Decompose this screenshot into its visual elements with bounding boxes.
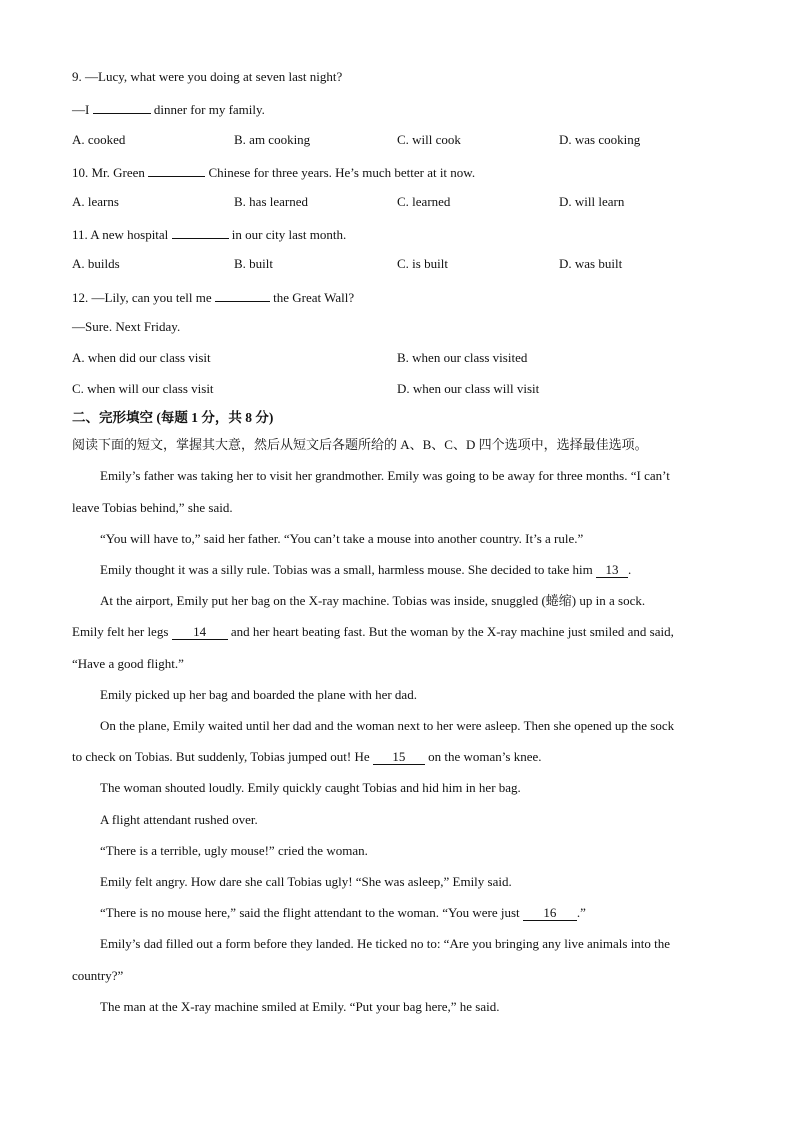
passage-p7: The woman shouted loudly. Emily quickly caught Tobias and hid him in her bag. [100,780,521,795]
q11-stem-pre: 11. A new hospital [72,227,169,242]
passage-p12-line2: country?” [72,968,124,983]
passage-p3 [100,562,631,578]
passage-p10: Emily felt angry. How dare she call Tobias ugly! “She was asleep,” Emily said. [100,874,512,889]
q9-option-a[interactable]: A. cooked [72,132,126,147]
passage-p9: “There is a terrible, ugly mouse!” cried the woman. [100,843,368,858]
passage-p2: “You will have to,” said her father. “You can’t take a mouse into another country. It’s a rule.” [100,531,584,546]
passage-p11-pre: “There is no mouse here,” said the flight attendant to the woman. “You were just [100,905,520,920]
q9-answer-post: dinner for my family. [153,102,265,117]
q11-stem [72,225,346,243]
passage-p4-line3: “Have a good flight.” [72,656,184,671]
blank-14[interactable]: 14 [172,625,228,640]
passage-p1-line2: leave Tobias behind,” she said. [72,500,233,515]
passage-p6-line1: On the plane, Emily waited until her dad and the woman next to her were asleep. Then she opened up the sock [100,718,675,733]
passage-p11-post: .” [576,905,586,920]
q12-stem-pre: 12. —Lily, can you tell me [72,290,212,305]
q9-answer-blank[interactable] [93,100,151,114]
q9-option-d[interactable]: D. was cooking [559,132,641,147]
passage-p6-line2-pre: to check on Tobias. But suddenly, Tobias jumped out! He [72,749,370,764]
blank-13[interactable]: 13 [596,563,628,578]
q10-option-b[interactable]: B. has learned [234,194,309,209]
q9-answer-pre: —I [72,102,90,117]
q12-stem [72,288,354,306]
passage-p3-pre: Emily thought it was a silly rule. Tobias was a small, harmless mouse. She decided to take him [100,562,593,577]
q12-option-b[interactable]: B. when our class visited [397,350,528,365]
q10-stem-pre: 10. Mr. Green [72,165,145,180]
passage-p5: Emily picked up her bag and boarded the plane with her dad. [100,687,417,702]
q12-option-c[interactable]: C. when will our class visit [72,381,214,396]
passage-p3-post: . [628,562,632,577]
passage-p6-line2 [72,749,542,765]
q11-option-a[interactable]: A. builds [72,256,120,271]
q12-option-d[interactable]: D. when our class will visit [397,381,540,396]
q9-stem: 9. —Lucy, what were you doing at seven last night? [72,69,343,84]
passage-p1-line1: Emily’s father was taking her to visit her grandmother. Emily was going to be away for three months. “I can’t [100,468,670,483]
section2-instruction: 阅读下面的短文，掌握其大意，然后从短文后各题所给的 A、B、C、D 四个选项中，选择最佳选项。 [72,437,648,452]
q11-answer-blank[interactable] [172,225,229,239]
q10-stem [72,163,475,181]
q10-stem-post: Chinese for three years. He’s much better at it now. [208,165,476,180]
q12-answer-blank[interactable] [215,288,270,302]
passage-p12-line1: Emily’s dad filled out a form before they landed. He ticked no to: “Are you bringing any live animals into the [100,936,671,951]
q11-option-b[interactable]: B. built [234,256,274,271]
passage-p4-line2 [72,624,674,640]
q11-option-d[interactable]: D. was built [559,256,623,271]
passage-p6-line2-post: on the woman’s knee. [428,749,542,764]
blank-16[interactable]: 16 [523,906,577,921]
passage-p4-line2-pre: Emily felt her legs [72,624,169,639]
q9-option-c[interactable]: C. will cook [397,132,461,147]
q11-option-c[interactable]: C. is built [397,256,448,271]
q11-stem-post: in our city last month. [231,227,347,242]
passage-p4-line1: At the airport, Emily put her bag on the X-ray machine. Tobias was inside, snuggled (蜷缩) up in a sock. [100,593,646,608]
q10-answer-blank[interactable] [148,163,205,177]
q10-option-c[interactable]: C. learned [397,194,451,209]
q12-reply: —Sure. Next Friday. [72,319,181,334]
q10-option-a[interactable]: A. learns [72,194,119,209]
passage-p4-line2-post: and her heart beating fast. But the woman by the X-ray machine just smiled and said, [230,624,674,639]
passage-p13: The man at the X-ray machine smiled at Emily. “Put your bag here,” he said. [100,999,500,1014]
section2-heading: 二、完形填空 (每题 1 分，共 8 分) [72,410,274,425]
passage-p8: A flight attendant rushed over. [100,812,258,827]
q9-option-b[interactable]: B. am cooking [234,132,311,147]
blank-15[interactable]: 15 [373,750,425,765]
q12-stem-post: the Great Wall? [273,290,355,305]
q10-option-d[interactable]: D. will learn [559,194,625,209]
passage-p11 [100,905,586,921]
q12-option-a[interactable]: A. when did our class visit [72,350,211,365]
q9-answer-line [72,100,265,118]
